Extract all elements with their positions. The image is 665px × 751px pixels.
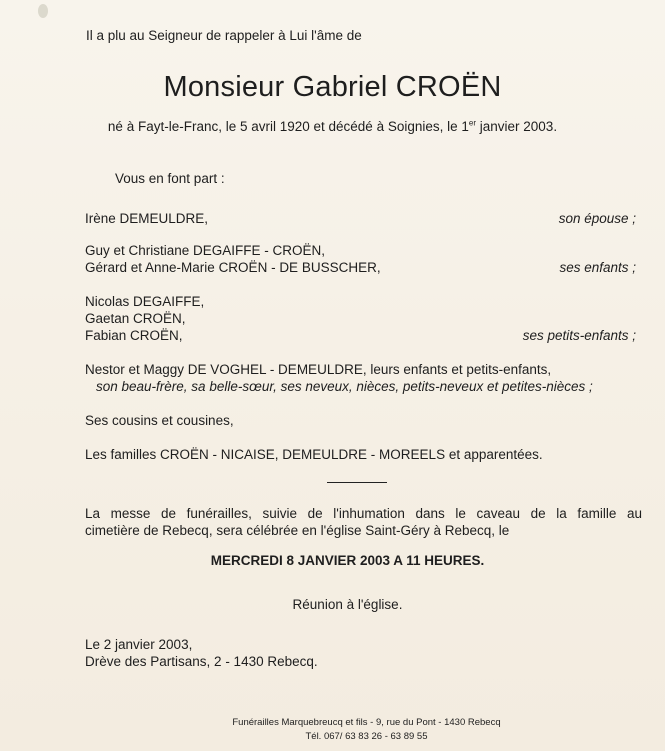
footer-company: Funérailles Marquebreucq et fils - 9, rue du Pont - 1430 Rebecq (232, 717, 501, 728)
reunion-text: Réunion à l'église. (292, 597, 403, 612)
footer-phone: Tél. 067/ 63 83 26 - 63 89 55 (305, 731, 428, 742)
spouse-name: Irène DEMEULDRE, (85, 211, 209, 226)
birth-death-end: janvier 2003. (476, 119, 558, 134)
announce-text: Vous en font part : (115, 171, 225, 186)
cousins-line: Ses cousins et cousines, (85, 413, 234, 428)
children-role: ses enfants ; (559, 260, 636, 275)
grandchild-line-1: Nicolas DEGAIFFE, (85, 294, 205, 309)
inlaws-line: Nestor et Maggy DE VOGHEL - DEMEULDRE, leurs enfants et petits-enfants, (85, 362, 552, 377)
grandchildren-role: ses petits-enfants ; (522, 328, 636, 343)
grandchild-line-2: Gaetan CROËN, (85, 311, 186, 326)
birth-death-superscript: er (468, 118, 477, 128)
families-line: Les familles CROËN - NICAISE, DEMEULDRE - MOREELS et apparentées. (85, 447, 543, 462)
sender-date: Le 2 janvier 2003, (85, 637, 193, 652)
paper-smudge (38, 4, 48, 18)
inlaws-role: son beau-frère, sa belle-sœur, ses neveux, nièces, petits-neveux et petites-nièces ; (96, 379, 593, 394)
funeral-line-2: cimetière de Rebecq, sera célébrée en l'église Saint-Géry à Rebecq, le (85, 523, 510, 538)
funeral-line-1: La messe de funérailles, suivie de l'inhumation dans le caveau de la famille au (85, 506, 642, 521)
sender-address: Drève des Partisans, 2 - 1430 Rebecq. (85, 654, 318, 669)
section-divider (327, 482, 387, 483)
child-line-2: Gérard et Anne-Marie CROËN - DE BUSSCHER, (85, 260, 381, 275)
intro-text: Il a plu au Seigneur de rappeler à Lui l'âme de (86, 28, 362, 43)
birth-death-main: né à Fayt-le-Franc, le 5 avril 1920 et décédé à Soignies, le 1 (107, 119, 469, 134)
deceased-name: Monsieur Gabriel CROËN (163, 71, 502, 103)
child-line-1: Guy et Christiane DEGAIFFE - CROËN, (85, 243, 326, 258)
birth-death-line (0, 118, 665, 135)
spouse-role: son épouse ; (558, 211, 636, 226)
funeral-datetime: MERCREDI 8 JANVIER 2003 A 11 HEURES. (210, 553, 485, 568)
grandchild-line-3: Fabian CROËN, (85, 328, 183, 343)
